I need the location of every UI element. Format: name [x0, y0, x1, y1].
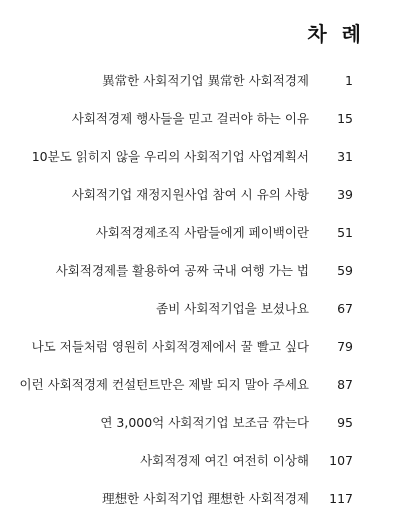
toc-entry-page: 87	[337, 377, 353, 392]
toc-entry	[0, 298, 409, 320]
toc-entry-page: 51	[337, 225, 353, 240]
toc-entry	[0, 146, 409, 168]
toc-entry-page: 39	[337, 187, 353, 202]
toc-entry	[0, 450, 409, 472]
toc-entry-page: 15	[337, 111, 353, 126]
toc-entry-page: 67	[337, 301, 353, 316]
toc-entry-page: 31	[337, 149, 353, 164]
toc-entry-title: 사회적기업 재정지원사업 참여 시 유의 사항	[71, 187, 309, 202]
toc-entry-page: 95	[337, 415, 353, 430]
toc-entry	[0, 260, 409, 282]
toc-entry-title: 좀비 사회적기업을 보셨나요	[156, 301, 309, 316]
toc-entry	[0, 336, 409, 358]
toc-entry	[0, 108, 409, 130]
toc-entry-page: 107	[329, 453, 353, 468]
toc-entry	[0, 488, 409, 510]
toc-entry-page: 59	[337, 263, 353, 278]
toc-entry-page: 1	[345, 73, 353, 88]
toc-entry	[0, 374, 409, 396]
toc-entry-title: 理想한 사회적기업 理想한 사회적경제	[102, 491, 309, 506]
toc-entry-title: 사회적경제를 활용하여 공짜 국내 여행 가는 법	[55, 263, 309, 278]
toc-entry-title: 연 3,000억 사회적기업 보조금 깎는다	[100, 415, 309, 430]
toc-entry-title: 10분도 읽히지 않을 우리의 사회적기업 사업계획서	[31, 149, 309, 164]
toc-entry	[0, 70, 409, 92]
toc-entry-title: 이런 사회적경제 컨설턴트만은 제발 되지 말아 주세요	[19, 377, 309, 392]
toc-entry-title: 나도 저들처럼 영원히 사회적경제에서 꿀 빨고 싶다	[31, 339, 309, 354]
toc-entry	[0, 412, 409, 434]
toc-entry-page: 117	[329, 491, 353, 506]
toc-entry-title: 사회적경제 행사들을 믿고 걸러야 하는 이유	[71, 111, 309, 126]
toc-heading: 차 례	[307, 22, 365, 46]
toc-entry-title: 사회적경제 여긴 여전히 이상해	[140, 453, 309, 468]
toc-entry-page: 79	[337, 339, 353, 354]
toc-entry	[0, 184, 409, 206]
toc-entry-title: 사회적경제조직 사람들에게 페이백이란	[95, 225, 309, 240]
toc-entry-title: 異常한 사회적기업 異常한 사회적경제	[102, 73, 309, 88]
toc-entry	[0, 222, 409, 244]
